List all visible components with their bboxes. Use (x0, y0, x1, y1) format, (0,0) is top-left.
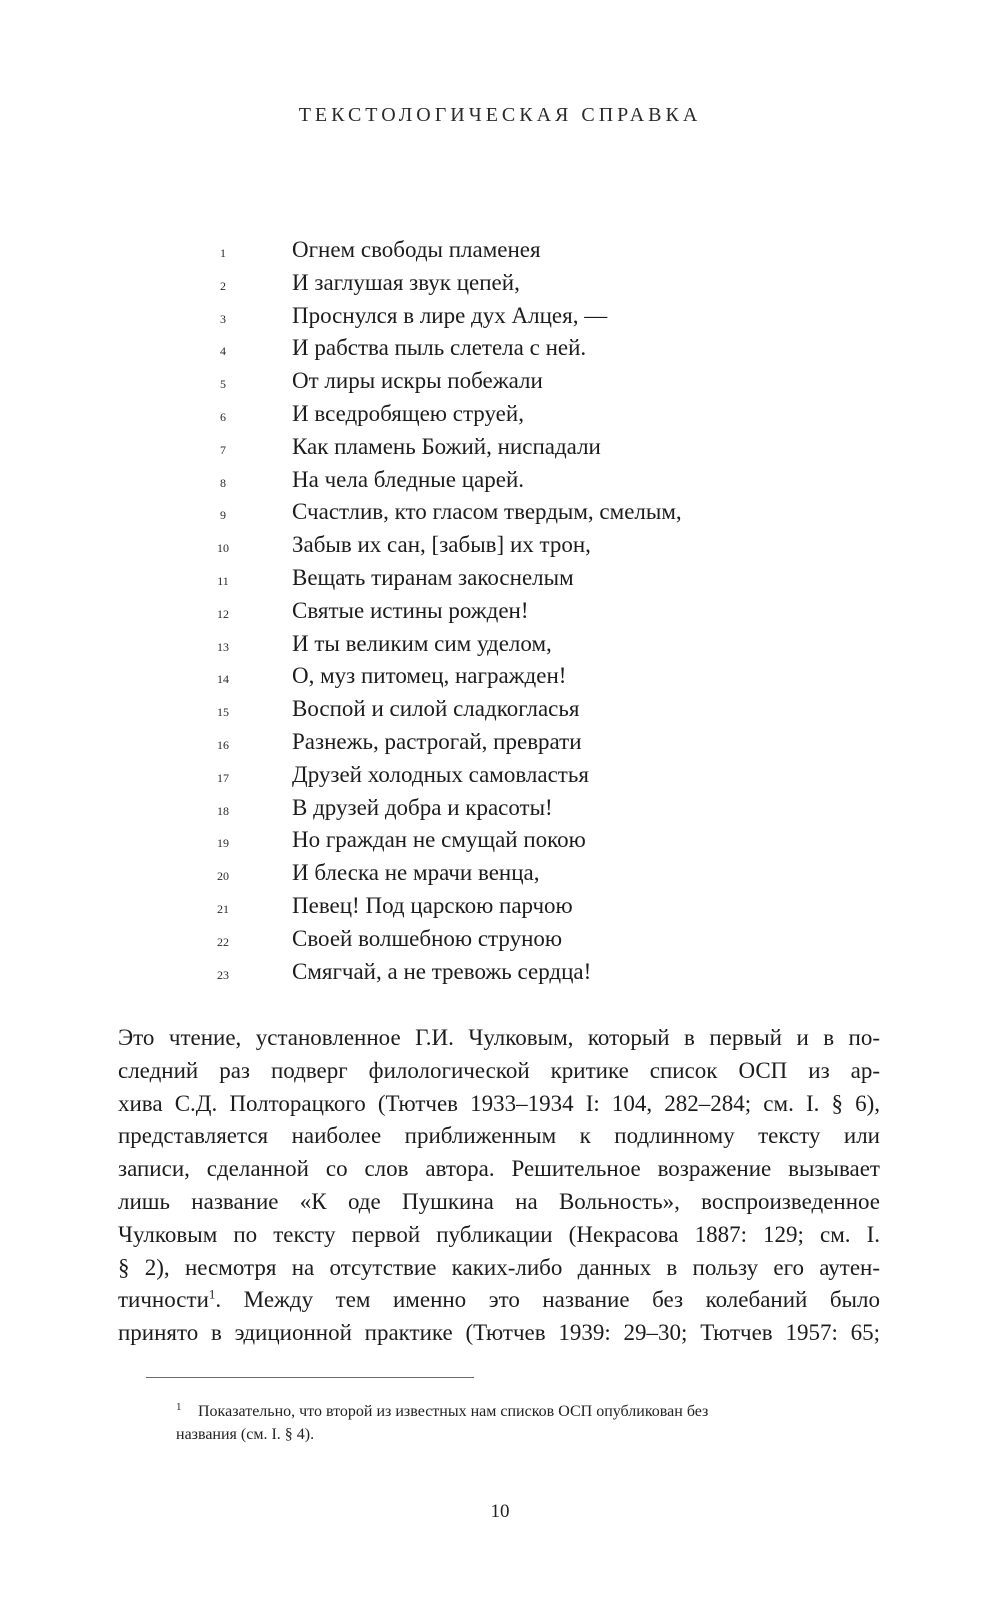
line-text: Вещать тиранам закоснелым (292, 564, 574, 590)
poem-line (0, 431, 1000, 464)
line-text: И рабства пыль слетела с ней. (292, 335, 587, 361)
line-text: Друзей холодных самовластья (292, 761, 589, 787)
body-line-start: тичности (118, 1287, 209, 1313)
line-number: 14 (217, 672, 229, 687)
footnote-reference[interactable]: 1 (208, 1286, 216, 1302)
line-number: 23 (217, 967, 229, 982)
line-number: 15 (217, 705, 229, 720)
poem-line (0, 529, 1000, 562)
body-line: Чулковым по тексту первой публикации (Некрасова 1887: 129; см. I. (118, 1221, 880, 1247)
line-number: 19 (217, 836, 229, 851)
line-number: 17 (217, 770, 229, 785)
body-line: представляется наиболее приближенным к подлинному тексту или (118, 1123, 880, 1149)
line-number: 4 (220, 344, 226, 359)
poem-line (0, 332, 1000, 365)
body-line-with-footnote (118, 1284, 880, 1317)
body-line: хива С.Д. Полторацкого (Тютчев 1933–1934 I: 104, 282–284; см. I. § 6), (118, 1090, 880, 1116)
footnote-divider (146, 1377, 474, 1378)
line-number: 6 (220, 409, 226, 424)
line-text: Забыв их сан, [забыв] их трон, (292, 532, 591, 558)
poem-line (0, 956, 1000, 989)
line-number: 11 (217, 573, 229, 588)
body-text (118, 1022, 880, 1350)
poem-line (0, 365, 1000, 398)
line-text: Смягчай, а не тревожь сердца! (292, 958, 592, 984)
line-number: 21 (217, 901, 229, 916)
poem-line (0, 824, 1000, 857)
poem-line (0, 562, 1000, 595)
poem (0, 234, 1000, 988)
body-line-end: . Между тем именно это название без колебаний было (215, 1287, 880, 1313)
line-text: И блеска не мрачи венца, (292, 860, 540, 886)
line-text: И ты великим сим уделом, (292, 630, 552, 656)
line-number: 16 (217, 737, 229, 752)
line-text: Как пламень Божий, ниспадали (292, 433, 601, 459)
body-line: Это чтение, установленное Г.И. Чулковым, который в первый и в по- (118, 1025, 880, 1050)
poem-line (0, 660, 1000, 693)
line-number: 22 (217, 934, 229, 949)
line-text: Своей волшебною струною (292, 925, 563, 951)
footnote (176, 1400, 846, 1446)
line-text: Певец! Под царскою парчою (292, 892, 573, 918)
poem-line (0, 595, 1000, 628)
poem-line (0, 759, 1000, 792)
line-number: 7 (220, 442, 226, 457)
line-number: 20 (217, 869, 229, 884)
line-text: От лиры искры побежали (292, 368, 543, 394)
page-number: 10 (490, 1501, 510, 1522)
line-text: Но граждан не смущай покою (292, 827, 586, 853)
poem-line (0, 890, 1000, 923)
line-number: 1 (220, 246, 226, 260)
line-number: 12 (217, 606, 229, 621)
poem-line (0, 496, 1000, 529)
line-text: Разнежь, растрогай, преврати (292, 728, 582, 754)
body-line: § 2), несмотря на отсутствие каких-либо данных в пользу его аутен- (118, 1254, 880, 1280)
line-number: 2 (220, 278, 226, 293)
poem-line (0, 923, 1000, 956)
line-number: 5 (220, 377, 226, 392)
line-number: 13 (217, 639, 229, 654)
page-header: ТЕКСТОЛОГИЧЕСКАЯ СПРАВКА (298, 104, 702, 126)
line-text: Счастлив, кто гласом твердым, смелым, (292, 499, 682, 525)
line-text: Проснулся в лире дух Алцея, — (292, 302, 608, 328)
line-number: 3 (220, 311, 226, 326)
line-text: Огнем свободы пламенея (292, 237, 541, 262)
body-line: принято в эдиционной практике (Тютчев 1939: 29–30; Тютчев 1957: 65; (118, 1320, 880, 1346)
line-text: На чела бледные царей. (292, 466, 524, 492)
line-text: Воспой и силой сладкогласья (292, 696, 580, 722)
line-text: В друзей добра и красоты! (292, 794, 553, 820)
poem-line (0, 726, 1000, 759)
poem-line (0, 464, 1000, 497)
line-number: 18 (217, 803, 229, 818)
line-number: 8 (220, 475, 226, 490)
footnote-text-line: названия (см. I. § 4). (176, 1426, 315, 1443)
line-text: О, муз питомец, награжден! (292, 663, 567, 689)
poem-line (0, 300, 1000, 333)
line-number: 9 (220, 508, 226, 523)
line-text: И вседробящею струей, (292, 400, 524, 426)
body-line: записи, сделанной со слов автора. Решительное возражение вызывает (118, 1156, 880, 1182)
line-text: И заглушая звук цепей, (292, 269, 520, 295)
line-number: 10 (217, 541, 229, 556)
body-line: следний раз подверг филологической критике список ОСП из ар- (118, 1057, 880, 1083)
poem-line (0, 234, 1000, 267)
poem-line (0, 857, 1000, 890)
poem-line (0, 267, 1000, 300)
poem-line (0, 792, 1000, 825)
footnote-number: 1 (176, 1401, 182, 1413)
line-text: Святые истины рожден! (292, 597, 529, 623)
poem-line (0, 628, 1000, 661)
body-line: лишь название «К оде Пушкина на Вольность», воспроизведенное (118, 1188, 880, 1214)
poem-line (0, 693, 1000, 726)
poem-line (0, 398, 1000, 431)
footnote-text-line: Показательно, что второй из известных нам списков ОСП опубликован без (198, 1403, 709, 1420)
